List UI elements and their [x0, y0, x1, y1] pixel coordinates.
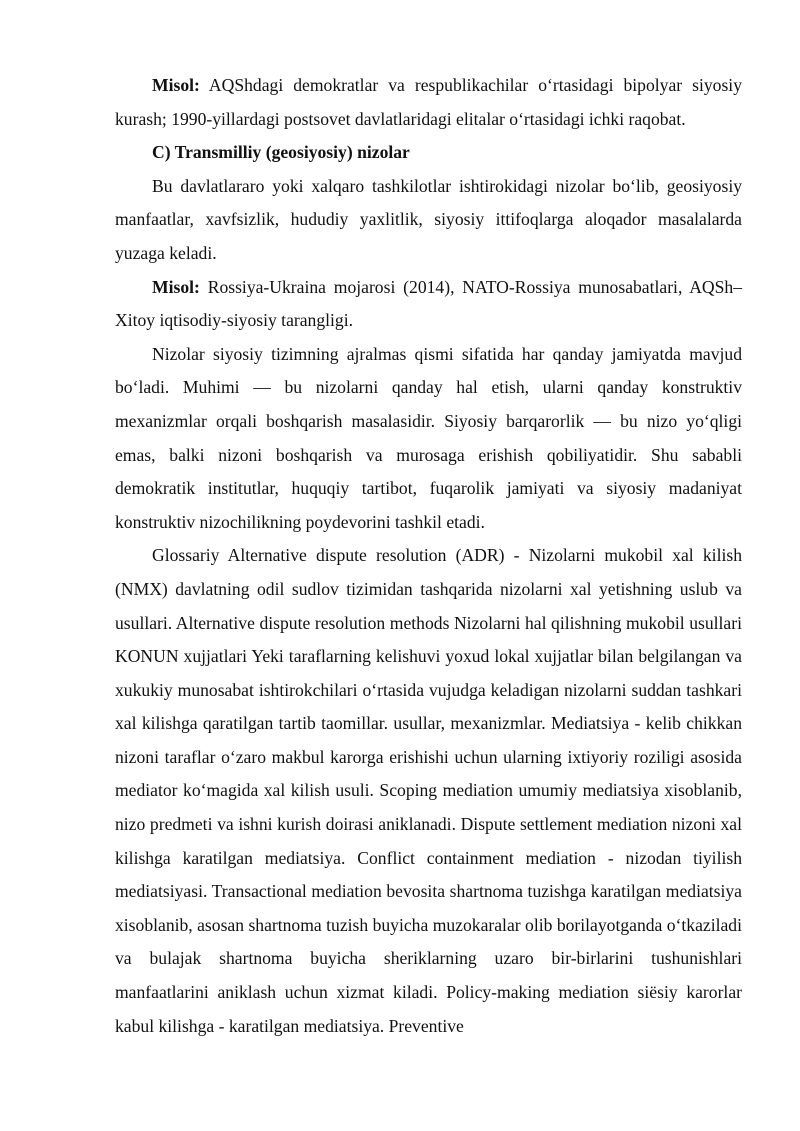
- document-page: [115, 69, 742, 1043]
- example-label: Misol:: [152, 276, 200, 297]
- paragraph-conflict-management: Nizolar siyosiy tizimning ajralmas qismi sifatida har qanday jamiyatda mavjud bo‘ladi. Muhimi — bu nizolarni qanday hal etish, ularni qanday konstruktiv mexanizmlar orqali boshqarish masalasidir. Siyosiy barqarorlik — bu nizo yo‘qligi emas, balki nizoni boshqarish va murosaga erishish qobiliyatidir. Shu sababli demokratik institutlar, huquqiy tartibot, fuqarolik jamiyati va siyosiy madaniyat konstruktiv nizochilikning poydevorini tashkil etadi.: [115, 343, 742, 532]
- example-text: AQShdagi demokratlar va respublikachilar o‘rtasidagi bipolyar siyosiy kurash; 1990-yillardagi postsovet davlatlaridagi elitalar o‘rtasidagi ichki raqobat.: [115, 75, 742, 129]
- paragraph-transnational-definition: Bu davlatlararo yoki xalqaro tashkilotlar ishtirokidagi nizolar bo‘lib, geosiyosiy manfaatlar, xavfsizlik, hududiy yaxlitlik, siyosiy ittifoqlarga aloqador masalalarda yuzaga keladi.: [115, 175, 742, 263]
- paragraph-example-bipolar: [115, 69, 742, 136]
- section-heading-transnational: C) Transmilliy (geosiyosiy) nizolar: [152, 142, 410, 163]
- paragraph-glossary: Glossariy Alternative dispute resolution (ADR) - Nizolarni mukobil xal kilish (NMX) davlatning odil sudlov tizimidan tashqarida nizolarni xal yetishning uslub va usullari. Alternative dispute resolution methods Nizolarni hal qilishning mukobil usullari KONUN xujjatlari Yeki taraflarning kelishuvi yoxud lokal xujjatlar bilan belgilangan va xukukiy munosabat ishtirokchilari o‘rtasida vujudga keladigan nizolarni suddan tashkari xal kilishga qaratilgan tartib taomillar. usullar, mexanizmlar. Mediatsiya - kelib chikkan nizoni taraflar o‘zaro makbul karorga erishishi uchun ularning ixtiyoriy roziligi asosida mediator ko‘magida xal kilish usuli. Scoping mediation umumiy mediatsiya xisoblanib, nizo predmeti va ishni kurish doirasi aniklanadi. Dispute settlement mediation nizoni xal kilishga karatilgan mediatsiya. Conflict containment mediation - nizodan tiyilish mediatsiyasi. Transactional mediation bevosita shartnoma tuzishga karatilgan mediatsiya xisoblanib, asosan shartnoma tuzish buyicha muzokaralar olib borilayotganda o‘tkaziladi va bulajak shartnoma buyicha sheriklarning uzaro bir-birlarini tushunishlari manfaatlarini aniklash uchun xizmat kiladi. Policy-making mediation siësiy karorlar kabul kilishga - karatilgan mediatsiya. Preventive: [115, 545, 742, 1036]
- example-label: Misol:: [152, 75, 200, 95]
- paragraph-example-geopolitical: [115, 271, 742, 338]
- example-text: Rossiya-Ukraina mojarosi (2014), NATO-Rossiya munosabatlari, AQSh–Xitoy iqtisodiy-siyosiy tarangligi.: [115, 276, 742, 331]
